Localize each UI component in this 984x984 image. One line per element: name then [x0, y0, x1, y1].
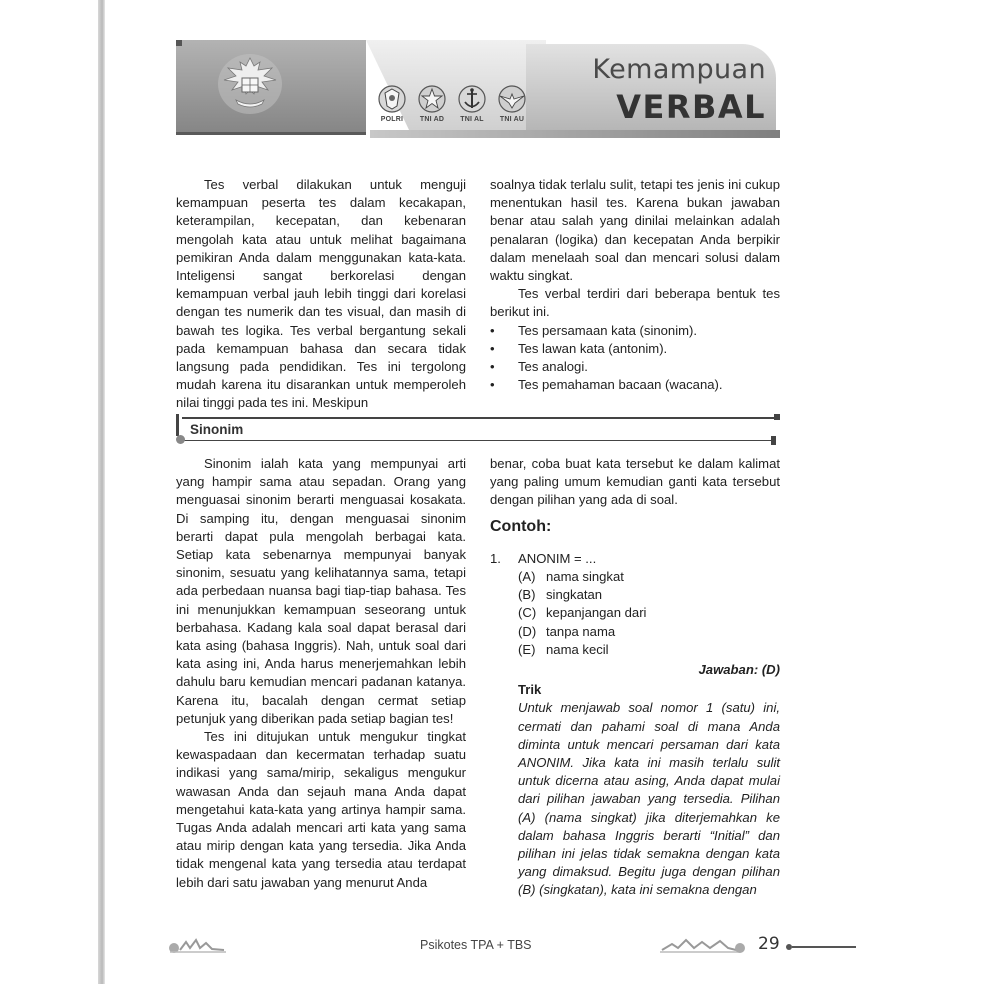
footer-book-title: Psikotes TPA + TBS — [420, 938, 532, 952]
list-item-text: Tes lawan kata (antonim). — [518, 340, 668, 356]
garuda-emblem-icon — [216, 50, 284, 116]
tni-ad-star-icon — [417, 84, 447, 114]
trik-text: Untuk menjawab soal nomor 1 (satu) ini, cermati dan pahami soal di mana Anda diminta untuk mencari persaman dari kata ANONIM. Jika kata ini masih terlalu sulit untuk dicerna atau asing, Anda dapat mulai dari pilihan jawaban yang tersedia. Pilihan (A) (nama singkat) jika diterjemahkan ke dalam bahasa Inggris berarti “Initial” dan pilihan ini jelas tidak semakna dengan kata yang dimaksud. Begitu juga dengan pilihan (B) (singkatan), kata ini semakna dengan — [518, 700, 780, 898]
footer-ornament-left-icon — [166, 936, 226, 954]
list-item-text: Tes analogi. — [518, 359, 588, 375]
option-letter: (D) — [518, 623, 537, 639]
emblem-label-tni-au: TNI AU — [499, 116, 525, 123]
test-type-list — [490, 322, 780, 395]
question-number: 1. — [490, 550, 501, 566]
list-item — [490, 376, 780, 394]
tni-ad-emblem — [412, 84, 452, 128]
polri-shield-icon — [377, 84, 407, 114]
chapter-header-banner — [176, 40, 780, 140]
header-corner-mark — [176, 40, 182, 46]
answer-option — [518, 586, 780, 604]
question-text: ANONIM = ... — [518, 550, 597, 566]
sinonim-paragraph-1: Sinonim ialah kata yang mempunyai arti yang hampir sama atau sepadan. Orang yang menguasai sinonim berarti menguasai kosakata. Di samping itu, dengan menguasai sinonim berarti dapat pula mengolah berbagai kata. Setiap kata sebenarnya mempunyai banyak sinonim, sesuatu yang kelihatannya sama, tetapi ada perbedaan nuansa bagi tiap-tiap bahasa. Tes ini menunjukkan kemampuan seseorang untuk berbahasa. Kadang kala soal dapat berasal dari kata asing (bahasa Inggris). Nah, untuk soal dari kata asing ini, Anda harus menerjemahkan lebih dahulu baru kemudian mencari padanan katanya. Karena itu, bacalah dengan cermat setiap petunjuk yang diberikan pada setiap bagian tes! — [176, 456, 466, 726]
bullet-icon: • — [490, 359, 495, 375]
section-bar-end-mark — [771, 436, 776, 445]
list-item-text: Tes pemahaman bacaan (wacana). — [518, 377, 723, 393]
header-bottom-stripe — [370, 130, 780, 138]
list-item-text: Tes persamaan kata (sinonim). — [518, 322, 698, 338]
option-text: tanpa nama — [546, 623, 616, 639]
trik-block — [490, 681, 780, 899]
answer-options — [490, 568, 780, 659]
section-bar-top-line — [182, 417, 776, 419]
example-heading: Contoh: — [490, 517, 552, 535]
bullet-icon: • — [490, 322, 495, 338]
option-letter: (B) — [518, 587, 536, 603]
example-question — [490, 550, 780, 568]
option-text: nama singkat — [546, 569, 624, 585]
section-bar-circle — [176, 435, 185, 444]
intro-left-column — [176, 176, 466, 413]
answer-key: Jawaban: (D) — [698, 662, 780, 678]
intro-right-column — [490, 176, 780, 394]
sinonim-paragraph-2: Tes ini ditujukan untuk mengukur tingkat kewaspadaan dan kecermatan terhadap suatu indikasi yang sama/mirip, sekaligus mengukur wawasan Anda dan sejauh mana Anda dapat mengetahui kata-kata yang artinya hampir sama. Tugas Anda adalah mencari arti kata yang sama atau mirip dengan kata yang tersedia. Jika Anda tidak mengenal kata yang tersedia atau terdapat lebih dari satu jawaban yang menurut Anda — [176, 729, 466, 890]
answer-option — [518, 641, 780, 659]
chapter-title-line2: VERBAL — [616, 88, 766, 126]
emblem-label-tni-ad: TNI AD — [419, 116, 445, 123]
tni-au-wings-icon — [497, 84, 527, 114]
tni-al-emblem — [452, 84, 492, 128]
option-text: singkatan — [546, 587, 603, 603]
intro-right-paragraph: soalnya tidak terlalu sulit, tetapi tes jenis ini cukup menentukan hasil tes. Karena bukan jawaban benar atau salah yang dinilai melainkan adalah penalaran (logika) dan kecepatan Anda berpikir dalam menelaah soal dan mencari solusi dalam waktu singkat. — [490, 177, 780, 284]
emblem-label-tni-al: TNI AL — [460, 116, 484, 123]
chapter-title-line1: Kemampuan — [592, 54, 766, 85]
list-item — [490, 340, 780, 358]
option-text: kepanjangan dari — [546, 605, 647, 621]
option-text: nama kecil — [546, 641, 609, 657]
list-item — [490, 358, 780, 376]
trik-heading: Trik — [518, 682, 542, 698]
sinonim-right-column — [490, 455, 780, 900]
page-spine-shadow — [98, 0, 105, 984]
bullet-icon: • — [490, 340, 495, 356]
intro-left-paragraph: Tes verbal dilakukan untuk menguji kemampuan peserta tes dalam kecakapan, keterampilan, kecepatan, dan kebenaran mengolah kata atau untuk melihat bagaimana pemikiran Anda dalam menggunakan kata-kata. Inteligensi sangat berkorelasi dengan kemampuan verbal jauh lebih tinggi dari korelasi dengan tes numerik dan tes visual, dan masih di bawah tes logika. Tes verbal bergantung sekali pada kemampuan bahasa dan secara tidak langsung pada pendidikan. Tes ini tergolong mudah karena itu disarankan untuk memperoleh nilai tinggi pada tes ini. Meskipun — [176, 177, 466, 411]
sinonim-paragraph-continued: benar, coba buat kata tersebut ke dalam kalimat yang paling umum kemudian ganti kata tersebut dengan pilihan yang ada di soal. — [490, 456, 780, 508]
tni-al-anchor-icon — [457, 84, 487, 114]
option-letter: (A) — [518, 569, 536, 585]
footer-ornament-right-icon — [660, 936, 746, 954]
section-bar-square — [774, 414, 780, 420]
answer-option — [518, 623, 780, 641]
option-letter: (C) — [518, 605, 537, 621]
polri-emblem — [372, 84, 412, 128]
option-letter: (E) — [518, 641, 536, 657]
emblem-label-polri: POLRI — [380, 116, 404, 123]
answer-option — [518, 604, 780, 622]
list-item — [490, 322, 780, 340]
section-bar-bottom-line — [182, 440, 776, 441]
section-header-sinonim — [176, 414, 780, 448]
page-footer — [166, 930, 866, 960]
tni-au-emblem — [492, 84, 532, 128]
answer-option — [518, 568, 780, 586]
intro-right-paragraph-2: Tes verbal terdiri dari beberapa bentuk tes berikut ini. — [490, 286, 780, 320]
header-left-shadow — [176, 132, 366, 135]
sinonim-left-column — [176, 455, 466, 892]
section-bar-vertical — [176, 414, 179, 436]
footer-line — [792, 946, 856, 948]
page-number: 29 — [758, 934, 780, 954]
bullet-icon: • — [490, 377, 495, 393]
section-title: Sinonim — [190, 422, 244, 437]
